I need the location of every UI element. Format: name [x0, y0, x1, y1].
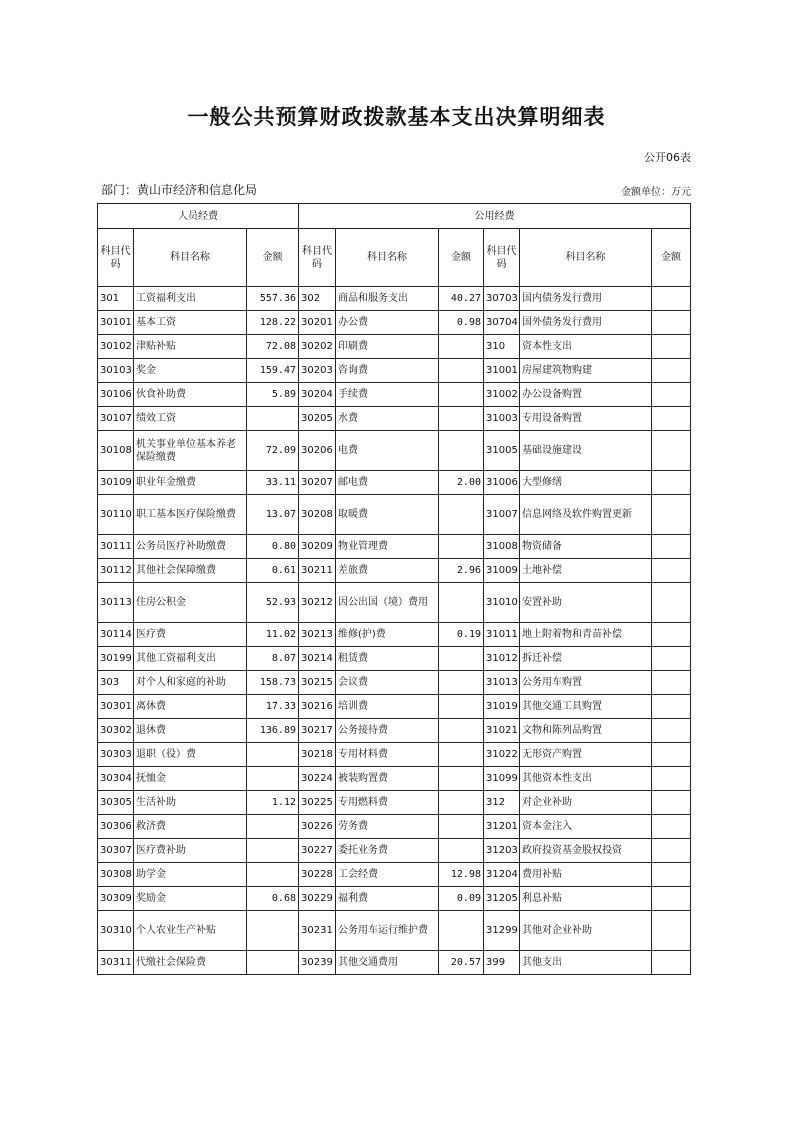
- amount-value: [247, 743, 299, 767]
- subject-name: 住房公积金: [134, 583, 247, 623]
- subject-code: 31203: [484, 839, 520, 863]
- table-row: [98, 671, 691, 695]
- subject-code: 30114: [98, 623, 134, 647]
- subject-code: 31003: [484, 407, 520, 431]
- table-row: [98, 431, 691, 471]
- subject-name: 地上附着物和青苗补偿: [520, 623, 652, 647]
- table-row: [98, 863, 691, 887]
- amount-value: [652, 743, 691, 767]
- amount-value: [439, 495, 484, 535]
- subject-code: 30203: [299, 359, 336, 383]
- subject-name: 电费: [336, 431, 439, 471]
- subject-name: 房屋建筑物购建: [520, 359, 652, 383]
- amount-value: [439, 743, 484, 767]
- subject-code: 30102: [98, 335, 134, 359]
- amount-value: 2.00: [439, 471, 484, 495]
- expenditure-table: [97, 203, 691, 975]
- public-section-header: 公用经费: [299, 204, 691, 229]
- subject-code: 30204: [299, 383, 336, 407]
- table-row: [98, 383, 691, 407]
- subject-name: 办公设备购置: [520, 383, 652, 407]
- department-label: 部门：黄山市经济和信息化局: [101, 183, 258, 197]
- subject-code: 30307: [98, 839, 134, 863]
- amount-value: [247, 863, 299, 887]
- form-number: 公开06表: [644, 151, 691, 164]
- subject-name: 专用材料费: [336, 743, 439, 767]
- subject-code: 30310: [98, 911, 134, 951]
- subject-code: 31002: [484, 383, 520, 407]
- subject-name: 抚恤金: [134, 767, 247, 791]
- subject-name: 基本工资: [134, 311, 247, 335]
- amount-value: 0.61: [247, 559, 299, 583]
- subject-name: 其他交通费用: [336, 951, 439, 975]
- subject-code: 30231: [299, 911, 336, 951]
- subject-name: 离休费: [134, 695, 247, 719]
- subject-name: 无形资产购置: [520, 743, 652, 767]
- subject-code: 30212: [299, 583, 336, 623]
- subject-code: 30224: [299, 767, 336, 791]
- subject-name: 退休费: [134, 719, 247, 743]
- subject-name: 助学金: [134, 863, 247, 887]
- subject-code: 30209: [299, 535, 336, 559]
- subject-code: 30303: [98, 743, 134, 767]
- subject-code: 30211: [299, 559, 336, 583]
- subject-code: 30229: [299, 887, 336, 911]
- subject-code: 399: [484, 951, 520, 975]
- subject-code: 31005: [484, 431, 520, 471]
- amount-value: 72.09: [247, 431, 299, 471]
- subject-code: 30704: [484, 311, 520, 335]
- subject-name: 专用燃料费: [336, 791, 439, 815]
- subject-name: 公务用车运行维护费: [336, 911, 439, 951]
- table-row: [98, 887, 691, 911]
- amount-value: [439, 583, 484, 623]
- subject-name: 公务接待费: [336, 719, 439, 743]
- subject-name: 其他对企业补助: [520, 911, 652, 951]
- table-row: [98, 287, 691, 311]
- subject-code: 31010: [484, 583, 520, 623]
- subject-name: 其他资本性支出: [520, 767, 652, 791]
- subject-code: 30106: [98, 383, 134, 407]
- subject-name: 工资福利支出: [134, 287, 247, 311]
- amount-value: [652, 311, 691, 335]
- subject-code: 31011: [484, 623, 520, 647]
- subject-name: 其他支出: [520, 951, 652, 975]
- subject-name: 职工基本医疗保险缴费: [134, 495, 247, 535]
- amount-value: [652, 359, 691, 383]
- subject-code: 30228: [299, 863, 336, 887]
- subject-name: 其他交通工具购置: [520, 695, 652, 719]
- amount-value: [439, 695, 484, 719]
- amount-value: [652, 695, 691, 719]
- subject-name: 其他社会保障缴费: [134, 559, 247, 583]
- amount-value: 0.68: [247, 887, 299, 911]
- amount-value: [652, 839, 691, 863]
- subject-code: 30113: [98, 583, 134, 623]
- subject-code: 30202: [299, 335, 336, 359]
- subject-code: 30239: [299, 951, 336, 975]
- subject-code: 31099: [484, 767, 520, 791]
- subject-code: 30301: [98, 695, 134, 719]
- table-row: [98, 647, 691, 671]
- amount-value: [247, 839, 299, 863]
- subject-code: 30703: [484, 287, 520, 311]
- subject-code: 30205: [299, 407, 336, 431]
- subject-name: 生活补助: [134, 791, 247, 815]
- subject-code: 31299: [484, 911, 520, 951]
- amount-value: 5.89: [247, 383, 299, 407]
- subject-name: 物业管理费: [336, 535, 439, 559]
- amount-value: 52.93: [247, 583, 299, 623]
- column-header-name: 科目名称: [336, 229, 439, 287]
- subject-name: 退职（役）费: [134, 743, 247, 767]
- table-row: [98, 359, 691, 383]
- subject-code: 30304: [98, 767, 134, 791]
- amount-value: [652, 815, 691, 839]
- amount-value: 17.33: [247, 695, 299, 719]
- column-header-amount: 金额: [439, 229, 484, 287]
- subject-code: 30213: [299, 623, 336, 647]
- amount-value: [652, 719, 691, 743]
- subject-name: 印刷费: [336, 335, 439, 359]
- subject-name: 会议费: [336, 671, 439, 695]
- amount-value: [652, 407, 691, 431]
- subject-name: 奖励金: [134, 887, 247, 911]
- subject-name: 资本性支出: [520, 335, 652, 359]
- amount-value: [439, 407, 484, 431]
- amount-value: [439, 911, 484, 951]
- subject-name: 培训费: [336, 695, 439, 719]
- amount-value: [652, 583, 691, 623]
- subject-code: 31205: [484, 887, 520, 911]
- subject-name: 劳务费: [336, 815, 439, 839]
- amount-value: [652, 951, 691, 975]
- subject-code: 31009: [484, 559, 520, 583]
- subject-name: 信息网络及软件购置更新: [520, 495, 652, 535]
- subject-code: 30309: [98, 887, 134, 911]
- subject-name: 政府投资基金股权投资: [520, 839, 652, 863]
- subject-name: 救济费: [134, 815, 247, 839]
- amount-value: [247, 911, 299, 951]
- table-row: [98, 743, 691, 767]
- amount-value: [439, 359, 484, 383]
- amount-value: [439, 431, 484, 471]
- subject-code: 30199: [98, 647, 134, 671]
- subject-code: 30111: [98, 535, 134, 559]
- amount-value: [652, 471, 691, 495]
- subject-name: 国内债务发行费用: [520, 287, 652, 311]
- subject-name: 对企业补助: [520, 791, 652, 815]
- table-row: [98, 767, 691, 791]
- subject-name: 文物和陈列品购置: [520, 719, 652, 743]
- amount-value: [652, 495, 691, 535]
- table-row: [98, 695, 691, 719]
- subject-name: 医疗费: [134, 623, 247, 647]
- subject-code: 30206: [299, 431, 336, 471]
- subject-name: 委托业务费: [336, 839, 439, 863]
- subject-name: 办公费: [336, 311, 439, 335]
- subject-code: 31007: [484, 495, 520, 535]
- subject-name: 公务用车购置: [520, 671, 652, 695]
- subject-name: 资本金注入: [520, 815, 652, 839]
- subject-code: 302: [299, 287, 336, 311]
- subject-code: 310: [484, 335, 520, 359]
- amount-value: 0.80: [247, 535, 299, 559]
- amount-value: 8.07: [247, 647, 299, 671]
- subject-name: 差旅费: [336, 559, 439, 583]
- amount-unit: 金额单位：万元: [621, 187, 691, 198]
- subject-code: 30308: [98, 863, 134, 887]
- subject-code: 31201: [484, 815, 520, 839]
- subject-name: 手续费: [336, 383, 439, 407]
- amount-value: [652, 335, 691, 359]
- table-row: [98, 839, 691, 863]
- subject-name: 国外债务发行费用: [520, 311, 652, 335]
- subject-code: 303: [98, 671, 134, 695]
- amount-value: [652, 791, 691, 815]
- amount-value: 13.07: [247, 495, 299, 535]
- amount-value: 1.12: [247, 791, 299, 815]
- subject-name: 个人农业生产补贴: [134, 911, 247, 951]
- amount-value: [439, 815, 484, 839]
- amount-value: [652, 671, 691, 695]
- subject-name: 土地补偿: [520, 559, 652, 583]
- subject-name: 邮电费: [336, 471, 439, 495]
- subject-code: 31204: [484, 863, 520, 887]
- subject-name: 代缴社会保险费: [134, 951, 247, 975]
- amount-value: 40.27: [439, 287, 484, 311]
- subject-name: 工会经费: [336, 863, 439, 887]
- subject-name: 基础设施建设: [520, 431, 652, 471]
- subject-code: 31021: [484, 719, 520, 743]
- amount-value: [652, 863, 691, 887]
- subject-name: 咨询费: [336, 359, 439, 383]
- table-row: [98, 559, 691, 583]
- table-row: [98, 535, 691, 559]
- amount-value: [247, 951, 299, 975]
- amount-value: 0.09: [439, 887, 484, 911]
- subject-code: 30109: [98, 471, 134, 495]
- subject-code: 30226: [299, 815, 336, 839]
- amount-value: [439, 335, 484, 359]
- table-row: [98, 407, 691, 431]
- subject-code: 30208: [299, 495, 336, 535]
- subject-code: 30225: [299, 791, 336, 815]
- amount-value: 33.11: [247, 471, 299, 495]
- subject-code: 30214: [299, 647, 336, 671]
- amount-value: [439, 719, 484, 743]
- amount-value: [652, 911, 691, 951]
- subject-code: 301: [98, 287, 134, 311]
- subject-code: 30112: [98, 559, 134, 583]
- amount-value: [439, 383, 484, 407]
- subject-code: 30218: [299, 743, 336, 767]
- subject-code: 30103: [98, 359, 134, 383]
- amount-value: 557.36: [247, 287, 299, 311]
- amount-value: [652, 887, 691, 911]
- subject-code: 31001: [484, 359, 520, 383]
- amount-value: [652, 767, 691, 791]
- subject-code: 30216: [299, 695, 336, 719]
- amount-value: 20.57: [439, 951, 484, 975]
- subject-code: 31012: [484, 647, 520, 671]
- column-header-code: 科目代码: [98, 229, 134, 287]
- subject-name: 安置补助: [520, 583, 652, 623]
- subject-code: 30215: [299, 671, 336, 695]
- subject-name: 水费: [336, 407, 439, 431]
- subject-name: 职业年金缴费: [134, 471, 247, 495]
- subject-name: 因公出国（境）费用: [336, 583, 439, 623]
- subject-name: 医疗费补助: [134, 839, 247, 863]
- amount-value: 136.89: [247, 719, 299, 743]
- subject-code: 31019: [484, 695, 520, 719]
- subject-name: 物资储备: [520, 535, 652, 559]
- amount-value: [439, 791, 484, 815]
- column-header-amount: 金额: [652, 229, 691, 287]
- table-row: [98, 623, 691, 647]
- subject-name: 专用设备购置: [520, 407, 652, 431]
- amount-value: [652, 535, 691, 559]
- column-header-amount: 金额: [247, 229, 299, 287]
- table-row: [98, 311, 691, 335]
- table-row: [98, 495, 691, 535]
- amount-value: 0.19: [439, 623, 484, 647]
- amount-value: [247, 407, 299, 431]
- table-row: [98, 583, 691, 623]
- table-row: [98, 335, 691, 359]
- table-row: [98, 719, 691, 743]
- subject-name: 对个人和家庭的补助: [134, 671, 247, 695]
- table-row: [98, 951, 691, 975]
- table-row: [98, 471, 691, 495]
- table-row: [98, 911, 691, 951]
- subject-name: 利息补贴: [520, 887, 652, 911]
- subject-code: 30217: [299, 719, 336, 743]
- subject-code: 312: [484, 791, 520, 815]
- amount-value: 158.73: [247, 671, 299, 695]
- column-header-code: 科目代码: [299, 229, 336, 287]
- amount-value: [247, 767, 299, 791]
- subject-code: 31022: [484, 743, 520, 767]
- amount-value: [439, 767, 484, 791]
- subject-code: 31006: [484, 471, 520, 495]
- subject-code: 30227: [299, 839, 336, 863]
- amount-value: [652, 431, 691, 471]
- column-header-name: 科目名称: [520, 229, 652, 287]
- subject-name: 伙食补助费: [134, 383, 247, 407]
- table-row: [98, 815, 691, 839]
- amount-value: 72.08: [247, 335, 299, 359]
- amount-value: [652, 623, 691, 647]
- subject-name: 机关事业单位基本养老保险缴费: [134, 431, 247, 471]
- amount-value: 159.47: [247, 359, 299, 383]
- subject-name: 公务员医疗补助缴费: [134, 535, 247, 559]
- subject-code: 30306: [98, 815, 134, 839]
- subject-code: 30107: [98, 407, 134, 431]
- column-header-code: 科目代码: [484, 229, 520, 287]
- subject-code: 30305: [98, 791, 134, 815]
- column-header-name: 科目名称: [134, 229, 247, 287]
- table-row: [98, 791, 691, 815]
- amount-value: [652, 559, 691, 583]
- subject-code: 30311: [98, 951, 134, 975]
- subject-name: 被装购置费: [336, 767, 439, 791]
- subject-name: 拆迁补偿: [520, 647, 652, 671]
- amount-value: 128.22: [247, 311, 299, 335]
- subject-code: 30101: [98, 311, 134, 335]
- subject-name: 维修(护)费: [336, 623, 439, 647]
- subject-name: 大型修缮: [520, 471, 652, 495]
- amount-value: 0.98: [439, 311, 484, 335]
- amount-value: [247, 815, 299, 839]
- personnel-section-header: 人员经费: [98, 204, 299, 229]
- amount-value: [439, 671, 484, 695]
- subject-code: 30207: [299, 471, 336, 495]
- subject-code: 31008: [484, 535, 520, 559]
- subject-name: 奖金: [134, 359, 247, 383]
- amount-value: [652, 383, 691, 407]
- amount-value: [652, 287, 691, 311]
- subject-name: 租赁费: [336, 647, 439, 671]
- subject-code: 31013: [484, 671, 520, 695]
- subject-code: 30201: [299, 311, 336, 335]
- amount-value: [652, 647, 691, 671]
- amount-value: 2.96: [439, 559, 484, 583]
- amount-value: 12.98: [439, 863, 484, 887]
- subject-name: 津贴补贴: [134, 335, 247, 359]
- subject-code: 30110: [98, 495, 134, 535]
- amount-value: [439, 535, 484, 559]
- subject-code: 30302: [98, 719, 134, 743]
- subject-name: 绩效工资: [134, 407, 247, 431]
- subject-name: 福利费: [336, 887, 439, 911]
- subject-name: 费用补贴: [520, 863, 652, 887]
- subject-name: 其他工资福利支出: [134, 647, 247, 671]
- page-title: 一般公共预算财政拨款基本支出决算明细表: [187, 105, 606, 129]
- subject-name: 商品和服务支出: [336, 287, 439, 311]
- amount-value: [439, 647, 484, 671]
- subject-name: 取暖费: [336, 495, 439, 535]
- amount-value: 11.02: [247, 623, 299, 647]
- amount-value: [439, 839, 484, 863]
- subject-code: 30108: [98, 431, 134, 471]
